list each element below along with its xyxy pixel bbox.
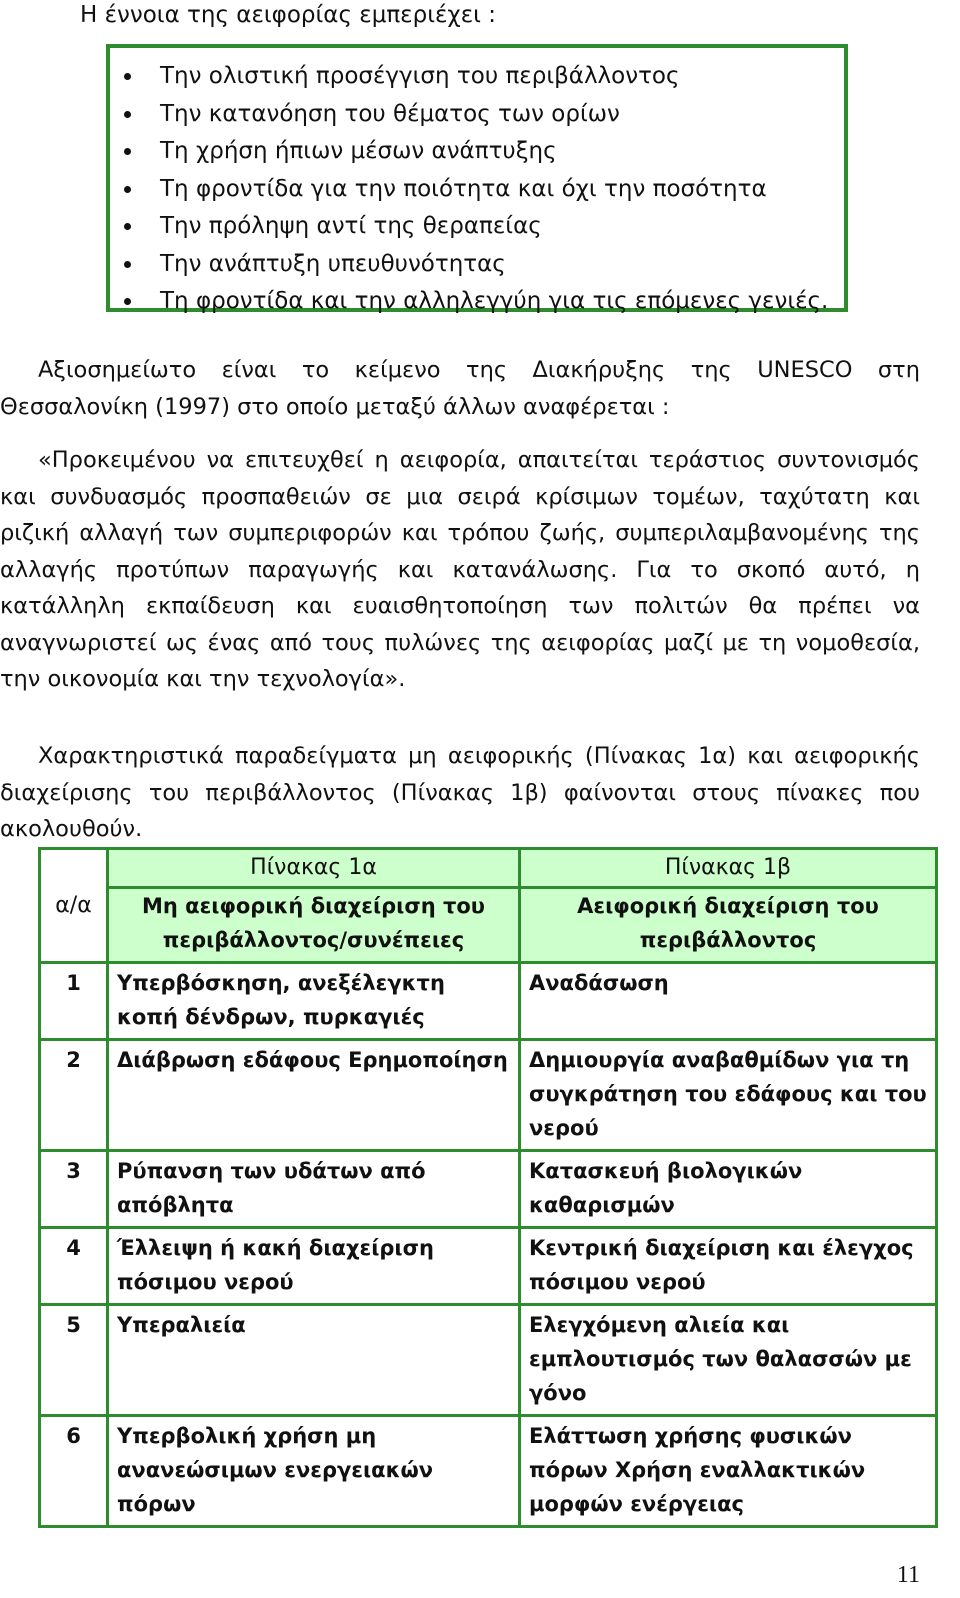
- bullet-icon: [124, 298, 131, 305]
- row-number: 1: [40, 963, 108, 1040]
- bullet-icon: [124, 223, 131, 230]
- table-title-1a: Πίνακας 1α: [108, 849, 520, 888]
- table-row: [40, 1416, 937, 1527]
- list-item: Την κατανόηση του θέματος των ορίων: [110, 96, 844, 134]
- column-header-unsustainable: Μη αειφορική διαχείριση του περιβάλλοντος/συνέπειες: [108, 888, 520, 963]
- unesco-quote: «Προκειμένου να επιτευχθεί η αειφορία, απαιτείται τεράστιος συντονισμός και συνδυασμός προσπαθειών σε μια σειρά κρίσιμων τομέων, ταχύτατη και ριζική αλλαγή των συμπεριφορών και τρόπου ζωής, συμπεριλαμβανομένης της αλλαγής προτύπων παραγωγής και κατανάλωσης. Για το σκοπό αυτό, η κατάλληλη εκπαίδευση και ευαισθητοποίηση των πολιτών θα πρέπει να αναγνωριστεί ως ένας από τους πυλώνες της αειφορίας μαζί με τη νομοθεσία, την οικονομία και την τεχνολογία».: [0, 447, 920, 692]
- sustainable-cell: Κατασκευή βιολογικών καθαρισμών: [520, 1151, 937, 1228]
- row-number: 2: [40, 1040, 108, 1151]
- sustainable-cell: Ελεγχόμενη αλιεία και εμπλουτισμός των θαλασσών με γόνο: [520, 1305, 937, 1416]
- sustainable-cell: Δημιουργία αναβαθμίδων για τη συγκράτηση του εδάφους και του νερού: [520, 1040, 937, 1151]
- table-row: [40, 1305, 937, 1416]
- table-row: [40, 1151, 937, 1228]
- bullet-box: [106, 44, 848, 312]
- row-number: 3: [40, 1151, 108, 1228]
- list-item: Τη χρήση ήπιων μέσων ανάπτυξης: [110, 133, 844, 171]
- bullet-icon: [124, 111, 131, 118]
- list-item: Την πρόληψη αντί της θεραπείας: [110, 208, 844, 246]
- column-header-sustainable: Αειφορική διαχείριση του περιβάλλοντος: [520, 888, 937, 963]
- table-row: [40, 1040, 937, 1151]
- table-title-row: [40, 849, 937, 888]
- sustainable-cell: Αναδάσωση: [520, 963, 937, 1040]
- column-header-aa: α/α: [40, 849, 108, 963]
- bullet-list: [110, 48, 844, 321]
- sustainable-cell: Ελάττωση χρήσης φυσικών πόρων Χρήση εναλλακτικών μορφών ενέργειας: [520, 1416, 937, 1527]
- list-item: Την ολιστική προσέγγιση του περιβάλλοντος: [110, 58, 844, 96]
- table-title-1b: Πίνακας 1β: [520, 849, 937, 888]
- bullet-icon: [124, 148, 131, 155]
- comparison-table: [38, 847, 938, 1528]
- tables-intro-paragraph: Χαρακτηριστικά παραδείγματα μη αειφορικής (Πίνακας 1α) και αειφορικής διαχείρισης του περιβάλλοντος (Πίνακας 1β) φαίνονται στους πίνακες που ακολουθούν.: [0, 743, 920, 842]
- unsustainable-cell: Ρύπανση των υδάτων από απόβλητα: [108, 1151, 520, 1228]
- row-number: 5: [40, 1305, 108, 1416]
- unesco-paragraph: Αξιοσημείωτο είναι το κείμενο της Διακήρυξης της UNESCO στη Θεσσαλονίκη (1997) στο οποίο μεταξύ άλλων αναφέρεται :: [0, 357, 920, 420]
- page-number: 11: [896, 1562, 920, 1588]
- sustainable-cell: Κεντρική διαχείριση και έλεγχος πόσιμου νερού: [520, 1228, 937, 1305]
- table-row: [40, 963, 937, 1040]
- row-number: 6: [40, 1416, 108, 1527]
- bullet-icon: [124, 186, 131, 193]
- bullet-icon: [124, 73, 131, 80]
- intro-heading: Η έννοια της αειφορίας εμπεριέχει :: [80, 2, 496, 28]
- unsustainable-cell: Υπερβόσκηση, ανεξέλεγκτη κοπή δένδρων, πυρκαγιές: [108, 963, 520, 1040]
- row-number: 4: [40, 1228, 108, 1305]
- list-item: Τη φροντίδα για την ποιότητα και όχι την ποσότητα: [110, 171, 844, 209]
- table-header-row: [40, 888, 937, 963]
- unsustainable-cell: Υπερβολική χρήση μη ανανεώσιμων ενεργειακών πόρων: [108, 1416, 520, 1527]
- list-item: Την ανάπτυξη υπευθυνότητας: [110, 246, 844, 284]
- bullet-icon: [124, 261, 131, 268]
- table-row: [40, 1228, 937, 1305]
- unsustainable-cell: Έλλειψη ή κακή διαχείριση πόσιμου νερού: [108, 1228, 520, 1305]
- list-item: Τη φροντίδα και την αλληλεγγύη για τις επόμενες γενιές.: [110, 283, 844, 321]
- unsustainable-cell: Υπεραλιεία: [108, 1305, 520, 1416]
- unsustainable-cell: Διάβρωση εδάφους Ερημοποίηση: [108, 1040, 520, 1151]
